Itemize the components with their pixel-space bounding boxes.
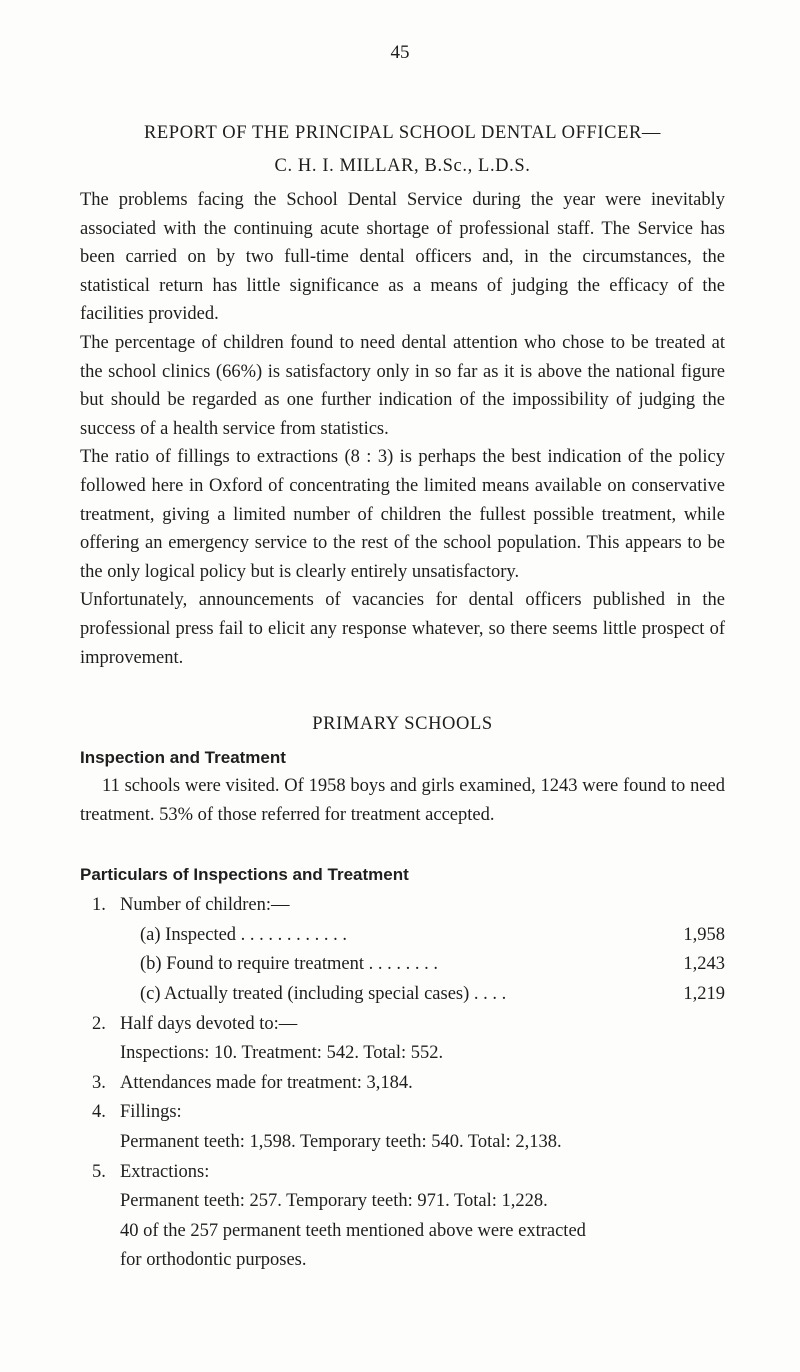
report-body — [80, 112, 725, 1276]
item-detail: Inspections: 10. Treatment: 542. Total: 552. — [120, 1043, 444, 1064]
subheading-inspection: Inspection and Treatment — [80, 748, 286, 768]
report-author: C. H. I. MILLAR, B.Sc., L.D.S. — [274, 156, 531, 176]
list-item — [80, 891, 725, 921]
item-number: 2. — [92, 1013, 106, 1034]
item-label: Number of children:— — [120, 895, 290, 916]
sub-item-row — [80, 921, 725, 951]
intro-paragraph: The problems facing the School Dental Service during the year were inevitably associated with the continuing acute shortage of professional staff. The Service has been carried on by two full-time dental officers and, in the circumstances, the statistical return has little significance as a means of judging the efficacy of the facilities provided. — [80, 190, 725, 325]
section-heading-primary-schools: PRIMARY SCHOOLS — [312, 714, 493, 735]
page-number: 45 — [390, 42, 410, 63]
sub-item-label: (b) Found to require treatment . . . . . . . . — [140, 954, 438, 975]
item-detail: 40 of the 257 permanent teeth mentioned above were extracted — [120, 1220, 586, 1241]
list-item — [80, 1010, 725, 1040]
item-label: Attendances made for treatment: 3,184. — [120, 1072, 413, 1093]
sub-item-row — [80, 950, 725, 980]
sub-item-value: 1,243 — [683, 954, 725, 975]
item-detail: Permanent teeth: 257. Temporary teeth: 971. Total: 1,228. — [120, 1191, 548, 1212]
intro-paragraph: Unfortunately, announcements of vacancies for dental officers published in the professional press fail to elicit any response whatever, so there seems little prospect of improvement. — [80, 590, 725, 668]
item-number: 1. — [92, 895, 106, 916]
item-label: Half days devoted to:— — [120, 1013, 298, 1034]
report-title: REPORT OF THE PRINCIPAL SCHOOL DENTAL OFFICER— — [143, 123, 662, 143]
item-detail: for orthodontic purposes. — [120, 1250, 307, 1271]
item-label: Extractions: — [120, 1161, 210, 1182]
sub-item-value: 1,219 — [683, 984, 725, 1005]
sub-item-value: 1,958 — [683, 924, 725, 945]
intro-paragraph: The ratio of fillings to extractions (8 : 3) is perhaps the best indication of the policy followed here in Oxford of concentrating the limited means available on conservative treatment, giving a limited number of children the fullest possible treatment, while offering an emergency service to the rest of the school population. This appears to be the only logical policy but is clearly entirely unsatisfactory. — [80, 447, 725, 582]
item-number: 3. — [92, 1072, 106, 1093]
list-item — [80, 1069, 725, 1099]
subheading-particulars: Particulars of Inspections and Treatment — [80, 865, 409, 885]
item-number: 4. — [92, 1102, 106, 1123]
inspection-paragraph: 11 schools were visited. Of 1958 boys and girls examined, 1243 were found to need treatment. 53% of those referred for treatment accepted. — [80, 776, 725, 825]
item-detail: Permanent teeth: 1,598. Temporary teeth: 540. Total: 2,138. — [120, 1132, 562, 1153]
list-item — [80, 1098, 725, 1128]
item-label: Fillings: — [120, 1102, 182, 1123]
item-number: 5. — [92, 1161, 106, 1182]
sub-item-label: (a) Inspected . . . . . . . . . . . . — [140, 924, 348, 945]
intro-paragraph: The percentage of children found to need dental attention who chose to be treated at the school clinics (66%) is satisfactory only in so far as it is above the national figure but should be regarded as one further indication of the impossibility of judging the success of a health service from statistics. — [80, 332, 725, 439]
list-item — [80, 1158, 725, 1188]
sub-item-row — [80, 980, 725, 1010]
particulars-list — [80, 891, 725, 1276]
sub-item-label: (c) Actually treated (including special cases) . . . . — [140, 984, 507, 1005]
